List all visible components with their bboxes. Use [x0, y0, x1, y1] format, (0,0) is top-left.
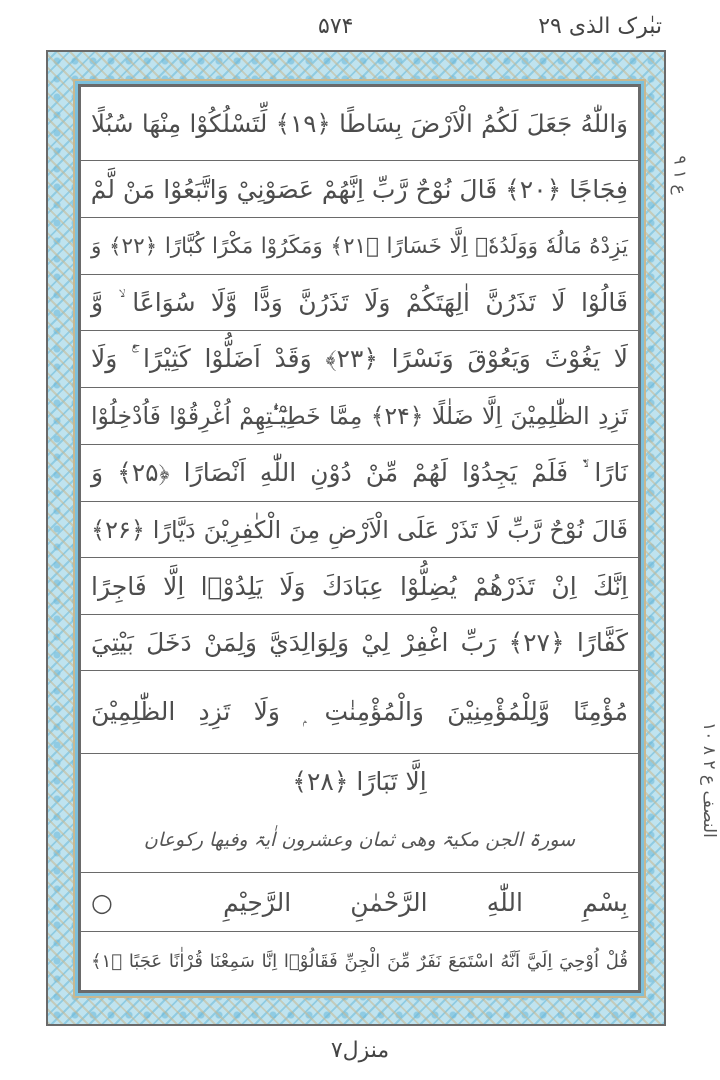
text-line-8: قَالَ نُوْحٌ رَّبِّ لَا تَذَرْ عَلَى الْاَرْضِ مِنَ الْكٰفِرِيْنَ دَيَّارًا ﴿۲۶﴾: [81, 502, 638, 558]
text-line-6: تَزِدِ الظّٰلِمِيْنَ اِلَّا ضَلٰلًا ﴿۲۴﴾ مِمَّا خَطِيْٓـٰٔتِهِمْ اُغْرِقُوْا فَاُدْخِلُوْا: [81, 388, 638, 445]
text-line-2: فِجَاجًا ﴿۲۰﴾ قَالَ نُوْحٌ رَّبِّ اِنَّهُمْ عَصَوْنِيْ وَاتَّبَعُوْا مَنْ لَّمْ: [81, 161, 638, 218]
manzil-label: منزل۷: [330, 1038, 390, 1063]
text-line-1: وَاللّٰهُ جَعَلَ لَكُمُ الْاَرْضَ بِسَاطًا ﴿۱۹﴾ لِّتَسْلُكُوْا مِنْهَا سُبُلًا: [81, 87, 638, 161]
text-line-10: كَفَّارًا ﴿۲۷﴾ رَبِّ اغْفِرْ لِيْ وَلِوَالِدَيَّ وَلِمَنْ دَخَلَ بَيْتِيَ: [81, 615, 638, 671]
page-number: ۵۷۴: [318, 14, 354, 39]
text-line-4: قَالُوْا لَا تَذَرُنَّ اٰلِهَتَكُمْ وَلَا تَذَرُنَّ وَدًّا وَّلَا سُوَاعًا ۙ وَّ: [81, 275, 638, 331]
text-line-5: لَا يَغُوْثَ وَيَعُوْقَ وَنَسْرًا ﴿۲۳﴾ وَقَدْ اَضَلُّوْا كَثِيْرًا ۚ۬ وَلَا: [81, 331, 638, 388]
ruku-marker: ع ۱ ۹: [669, 155, 690, 195]
text-panel: [78, 84, 641, 993]
text-line-9: اِنَّكَ اِنْ تَذَرْهُمْ يُضِلُّوْا عِبَادَكَ وَلَا يَلِدُوْۤا اِلَّا فَاجِرًا: [81, 558, 638, 615]
text-line-7: نَارًا ۙ۬ فَلَمْ يَجِدُوْا لَهُمْ مِّنْ دُوْنِ اللّٰهِ اَنْصَارًا ﴿۲۵﴾ وَ: [81, 445, 638, 502]
text-line-3: يَزِدْهُ مَالُهٗ وَوَلَدُهٗۤ اِلَّا خَسَارًا ﴿۲۱﴾ وَمَكَرُوْا مَكْرًا كُبَّارًا ﴿۲۲﴾ وَ: [81, 218, 638, 275]
hizb-marker: النصف ع ۲ ۸ ۱۰: [698, 722, 719, 838]
text-line-last: قُلْ اُوْحِيَ اِلَيَّ اَنَّهُ اسْتَمَعَ نَفَرٌ مِّنَ الْجِنِّ فَقَالُوْۤا اِنَّا سَمِعْنَا قُرْاٰنًا عَجَبًا ﴿۱﴾: [91, 950, 628, 972]
juz-title: تبٰرک الذی ۲۹: [538, 14, 662, 39]
text-line-11: مُؤْمِنًا وَّلِلْمُؤْمِنِيْنَ وَالْمُؤْمِنٰتِ ۭ وَلَا تَزِدِ الظّٰلِمِيْنَ: [81, 671, 638, 754]
text-line-12: اِلَّا تَبَارًا ﴿۲۸﴾: [292, 766, 427, 796]
surah-header: سورۃ الجن مکیۃ وھی ثمان وعشرون اٰیۃ وفیھا رکوعان: [81, 808, 638, 873]
bismillah: بِسْمِ اللّٰهِ الرَّحْمٰنِ الرَّحِيْمِ ○: [81, 873, 638, 932]
